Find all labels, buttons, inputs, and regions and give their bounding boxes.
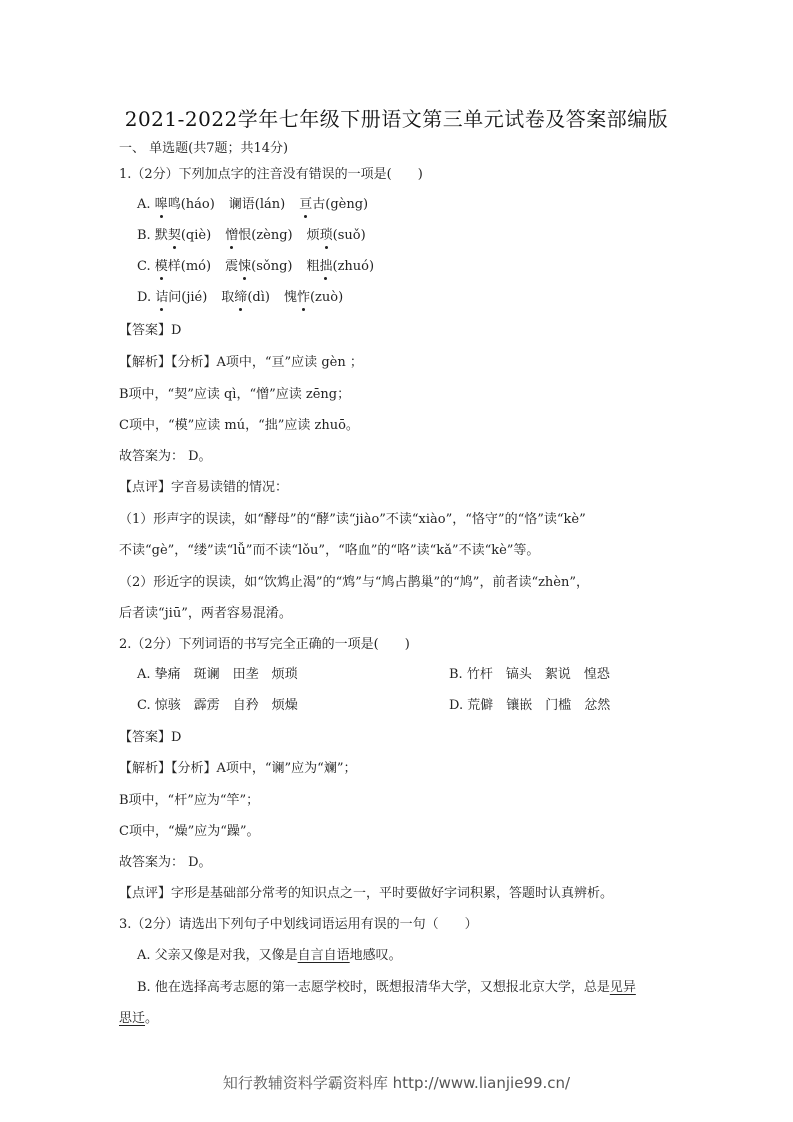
q1-comment: 【点评】字音易读错的情况：: [119, 480, 289, 495]
q1-option-b: B. 默契(qiè) 憎恨(zèng) 烦琐(suǒ): [137, 228, 366, 243]
section-heading: 一、 单选题(共7题；共14分): [119, 141, 289, 156]
q1-analysis: 【解析】【分析】A项中，“亘”应读 gèn ；: [119, 355, 363, 370]
q3-stem: 3.（2分）请选出下列句子中划线词语运用有误的一句（ ）: [119, 917, 478, 932]
q2-option-c: C. 惊骇 霹雳 自矜 烦燥: [137, 698, 298, 713]
q1-comment-1: （1）形声字的误读，如“酵母”的“酵”读“jiào”不读“xiào”，“恪守”的“恪”读“kè”: [119, 512, 586, 527]
q3-underlined-phrase-a: 自言自语: [297, 948, 350, 963]
q3-option-b: B. 他在选择高考志愿的第一志愿学校时，既想报清华大学，又想报北京大学，总是见异: [137, 980, 636, 995]
footer-watermark: 知行教辅资料学霸资料库 http://www.lianjie99.cn/: [222, 1074, 571, 1092]
q1-comment-1b: 不读“gè”，“缕”读“lǚ”而不读“lǒu”，“咯血”的“咯”读“kǎ”不读“kè”等。: [119, 543, 540, 558]
q1-comment-2b: 后者读“jiū”，两者容易混淆。: [119, 606, 292, 621]
q3-option-b-cont: 思迁。: [119, 1011, 159, 1026]
q1-stem: 1.（2分）下列加点字的注音没有错误的一项是( ): [119, 167, 423, 182]
q1-option-d: D. 诘问(jié) 取缔(dì) 愧怍(zuò): [137, 290, 344, 305]
q1-analysis-c: C项中，“模”应读 mú，“拙”应读 zhuō。: [119, 418, 359, 433]
q3-underlined-phrase-b2: 思迁: [119, 1011, 146, 1026]
q1-comment-2: （2）形近字的误读，如“饮鸩止渴”的“鸩”与“鸠占鹊巢”的“鸠”，前者读“zhèn”，: [119, 575, 590, 590]
q2-conclusion: 故答案为： D。: [119, 855, 212, 870]
q2-option-b: B. 竹杆 镐头 絮说 惶恐: [449, 667, 610, 682]
q2-comment: 【点评】字形是基础部分常考的知识点之一，平时要做好字词积累，答题时认真辨析。: [119, 886, 614, 901]
q2-stem: 2.（2分）下列词语的书写完全正确的一项是( ): [119, 637, 410, 652]
document-title: 2021-2022学年七年级下册语文第三单元试卷及答案部编版: [124, 107, 669, 131]
q1-conclusion: 故答案为： D。: [119, 449, 212, 464]
q1-option-c: C. 模样(mó) 震悚(sǒng) 粗拙(zhuó): [137, 259, 375, 274]
q3-option-a: A. 父亲又像是对我，又像是自言自语地感叹。: [137, 948, 402, 963]
q2-option-a: A. 挚痛 斑谰 田垄 烦琐: [137, 667, 298, 682]
q2-analysis-b: B项中，“杆”应为“竿”；: [119, 793, 260, 808]
q1-analysis-b: B项中，“契”应读 qì，“憎”应读 zēng；: [119, 387, 351, 402]
q1-answer: 【答案】D: [119, 323, 182, 338]
q2-analysis-c: C项中，“燥”应为“躁”。: [119, 824, 260, 839]
q3-underlined-phrase-b1: 见异: [609, 980, 636, 995]
q2-option-d: D. 荒僻 镶嵌 门槛 忿然: [449, 698, 611, 713]
q2-answer: 【答案】D: [119, 730, 182, 745]
q2-analysis: 【解析】【分析】A项中，“谰”应为“斓”；: [119, 761, 357, 776]
q1-option-a: A. 嗥鸣(háo) 谰语(lán) 亘古(gèng): [137, 197, 369, 212]
